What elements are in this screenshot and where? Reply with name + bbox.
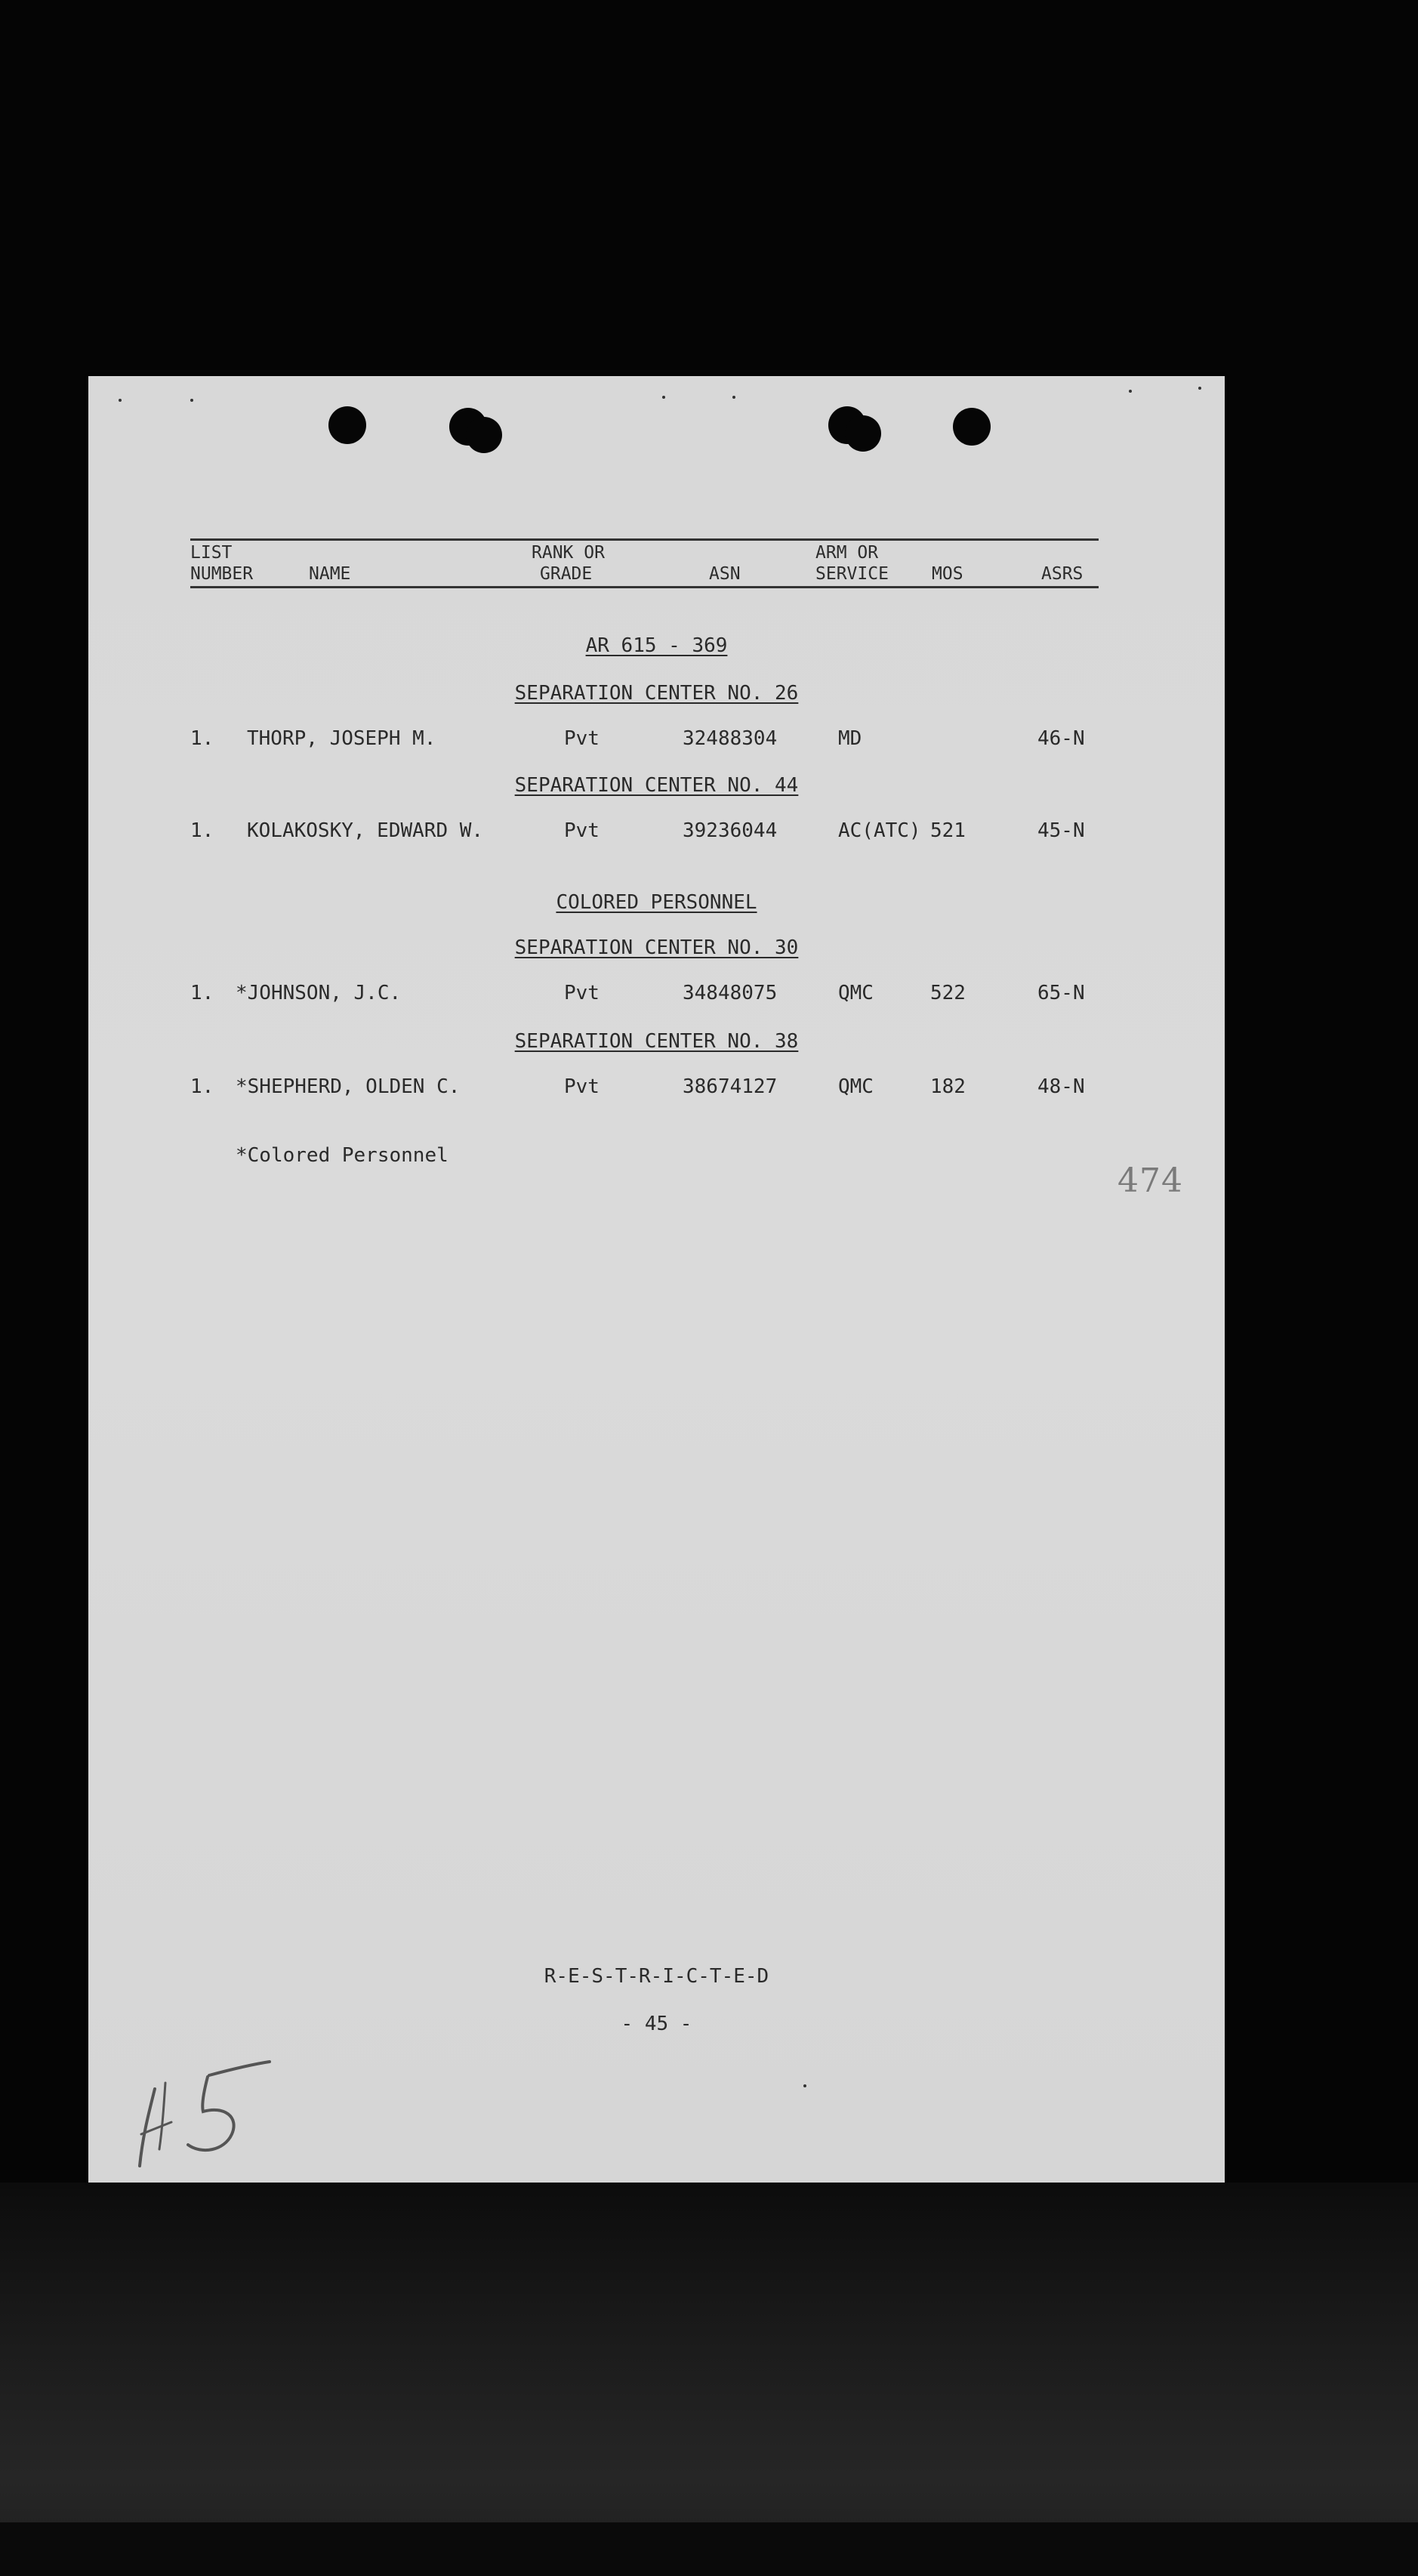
dust-speck	[732, 396, 735, 399]
row-number: 1.	[190, 819, 214, 842]
row-asn: 38674127	[683, 1075, 778, 1098]
header-number: NUMBER	[190, 564, 254, 584]
row-grade: Pvt	[564, 1075, 600, 1098]
dust-speck	[190, 399, 193, 402]
section-heading-text: SEPARATION CENTER NO. 26	[514, 682, 799, 705]
group-heading-text: COLORED PERSONNEL	[556, 891, 757, 914]
row-service: MD	[838, 727, 862, 750]
punch-hole	[449, 408, 487, 446]
dust-speck	[662, 396, 665, 399]
section-heading	[88, 1029, 1225, 1054]
row-name: KOLAKOSKY, EDWARD W.	[247, 819, 484, 842]
row-grade: Pvt	[564, 982, 600, 1004]
punch-hole	[328, 406, 366, 444]
header-rank-or: RANK OR	[532, 543, 605, 563]
dust-speck	[803, 2084, 806, 2087]
dust-speck	[119, 399, 122, 402]
header-asrs: ASRS	[1041, 564, 1084, 584]
row-number: 1.	[190, 982, 214, 1004]
row-asrs: 65-N	[1037, 982, 1085, 1004]
film-background	[0, 2183, 1418, 2576]
header-asn: ASN	[709, 564, 741, 584]
section-heading	[88, 773, 1225, 798]
regulation-text: AR 615 - 369	[585, 634, 728, 657]
row-name: *SHEPHERD, OLDEN C.	[236, 1075, 461, 1098]
row-service: QMC	[838, 982, 874, 1004]
handwritten-note	[119, 2053, 292, 2181]
section-heading	[88, 680, 1225, 706]
row-asn: 34848075	[683, 982, 778, 1004]
section-heading	[88, 935, 1225, 961]
punch-hole	[953, 408, 991, 446]
punch-hole	[828, 406, 866, 444]
row-grade: Pvt	[564, 727, 600, 750]
classification-marking: R-E-S-T-R-I-C-T-E-D	[544, 1965, 769, 1988]
page-number: - 45 -	[621, 2013, 692, 2035]
dust-speck	[1198, 387, 1201, 390]
row-name: THORP, JOSEPH M.	[247, 727, 436, 750]
row-service: AC(ATC)	[838, 819, 921, 842]
row-mos: 182	[930, 1075, 966, 1098]
regulation-title	[88, 633, 1225, 659]
row-mos: 521	[930, 819, 966, 842]
document-page	[88, 376, 1225, 2183]
header-grade: GRADE	[540, 564, 593, 584]
row-number: 1.	[190, 1075, 214, 1098]
row-asrs: 48-N	[1037, 1075, 1085, 1098]
header-service: SERVICE	[815, 564, 889, 584]
row-mos: 522	[930, 982, 966, 1004]
row-grade: Pvt	[564, 819, 600, 842]
section-heading-text: SEPARATION CENTER NO. 44	[514, 774, 799, 797]
group-heading	[88, 890, 1225, 915]
row-number: 1.	[190, 727, 214, 750]
film-edge	[0, 2522, 1418, 2576]
header-top-rule	[190, 538, 1099, 541]
header-arm-or: ARM OR	[815, 543, 879, 563]
row-asrs: 46-N	[1037, 727, 1085, 750]
header-name: NAME	[309, 564, 351, 584]
dust-speck	[1129, 390, 1132, 393]
row-asn: 32488304	[683, 727, 778, 750]
header-list: LIST	[190, 543, 233, 563]
footnote: *Colored Personnel	[236, 1144, 449, 1167]
section-heading-text: SEPARATION CENTER NO. 38	[514, 1030, 799, 1053]
row-service: QMC	[838, 1075, 874, 1098]
header-mos: MOS	[932, 564, 963, 584]
header-bottom-rule	[190, 586, 1099, 588]
row-asn: 39236044	[683, 819, 778, 842]
row-name: *JOHNSON, J.C.	[236, 982, 402, 1004]
row-asrs: 45-N	[1037, 819, 1085, 842]
stamp-number: 474	[1117, 1162, 1183, 1200]
section-heading-text: SEPARATION CENTER NO. 30	[514, 936, 799, 959]
